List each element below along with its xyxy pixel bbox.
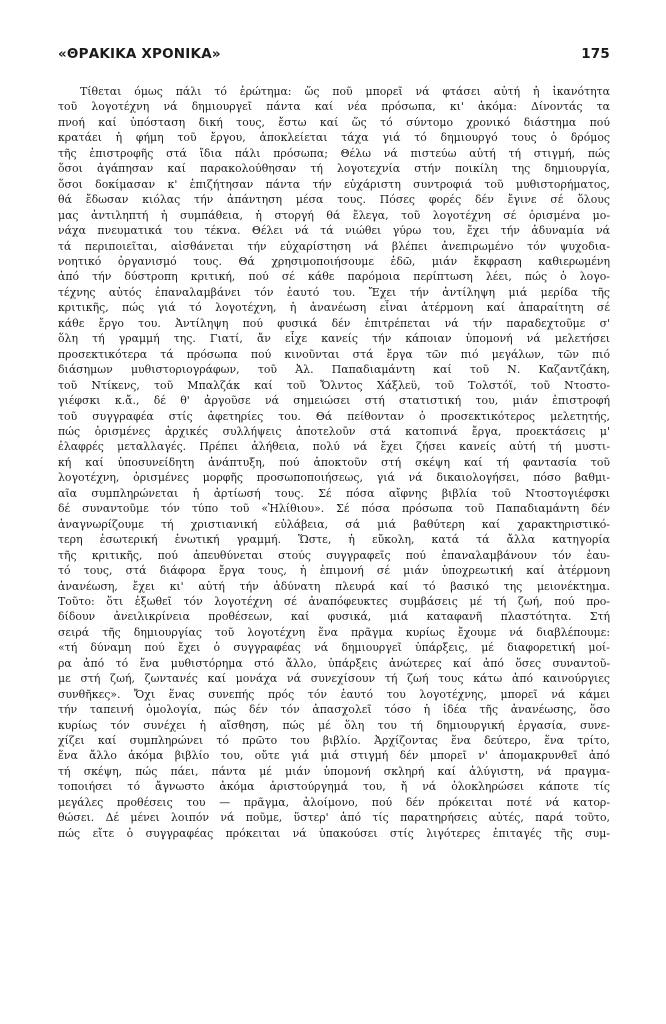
text-line: τοποιήσει τό ἄγνωστο ἀκόμα ἀριστούργημά του, ἤ νά ὁλοκληρώσει κάποτε τίς: [58, 780, 610, 794]
text-line: τήν ταπεινή ὁμολογία, πώς δέν τόν ἀπασχολεῖ τόσο ἡ ἰδέα τῆς ἀνανέωσης, ὅσο: [58, 703, 610, 717]
text-line: σειρά τῆς δημιουργίας τοῦ λογοτέχνη ἕνα πρᾶγμα κυρίως ἔχουμε νά διαβλέπουμε:: [58, 625, 610, 639]
text-line: λογοτέχνη, ὁρισμένες μορφῆς προσωποποιήσεως, γιά νά δικαιολογήσει, πόσο βαθμι-: [58, 471, 610, 485]
page-number: 175: [581, 46, 610, 62]
text-line: ὅσοι δοκίμασαν κ' ἐπιζήτησαν πάντα τήν εὐχάριστη συντροφιά τοῦ μυθιστορήματος,: [58, 177, 610, 191]
text-line: θώσει. Δέ μένει λοιπόν νά ποῦμε, ὕστερ' ἀπό τίς παρατηρήσεις αὐτές, παρά τοῦτο,: [58, 811, 610, 825]
text-line: κάθε ἔργο του. Ἀντίληψη πού φυσικά δέν ἐπιτρέπεται νά τήν παραδεχτοῦμε σ': [58, 316, 610, 330]
text-line: δίδουν ἀνειλικρίνεια προθέσεων, καί φυσικά, μιά καταφανῆ πλαστότητα. Στή: [58, 610, 610, 624]
text-line: συνθῆκες». Ὄχι ἕνας συνεπής πρός τόν ἑαυτό του λογοτέχνης, μπορεῖ νά κάμει: [58, 687, 610, 701]
text-line: τά περιποιεῖται, αἰσθάνεται τήν εὐχαρίστηση νά βλέπει ἀνεπιρωμένο τόν ψυχοδια-: [58, 239, 610, 253]
text-line: νάχα πνευματικά του τέκνα. Θέλει νά τά νιώθει γύρω του, ἔχει τήν ἀδυναμία νά: [58, 224, 610, 238]
text-line: ἀνανέωση, ἔχει κι' αὐτή τήν ἀδύνατη πλευρά καί τό βασικό της μειονέκτημα.: [58, 579, 610, 593]
running-header: [58, 46, 610, 62]
text-line: με στή ζωή, ζωντανές καί μονάχα νά συνεχίσουν τή ζωή τους κάτω ἀπό καινούργιες: [58, 672, 610, 686]
text-line: χίζει καί συμπληρώνει τό πρῶτο του βιβλίο. Ἀρχίζοντας ἕνα δεύτερο, ἕνα τρίτο,: [58, 734, 610, 748]
text-line: διάσημων μυθιστοριογράφων, τοῦ Ἀλ. Παπαδιαμάντη καί τοῦ Ν. Καζαντζάκη,: [58, 363, 610, 377]
text-line: πώς ὁρισμένες ἀρχικές συλλήψεις ἀποτελοῦν στά κατοπινά ἔργα, προεκτάσεις μ': [58, 424, 610, 438]
text-line: Τοῦτο: ὅτι ἐξωθεῖ τόν λογοτέχνη σέ ἀναπόφευκτες συμβάσεις μέ τή ζωή, πού προ-: [58, 594, 610, 608]
text-line: τοῦ συγγραφέα στίς ἀφετηρίες του. Θά πείθονταν ὁ προσεκτικότερος μελετητής,: [58, 409, 610, 423]
text-line: πνοή καί ὑπόσταση δική τους, ἔστω καί ὥς τό σύντομο χρονικό διάστημα πού: [58, 115, 610, 129]
text-line: αῖα συμπληρώνεται ἡ ἀρτίωσή τους. Σέ πόσα αἴφνης βιβλία τοῦ Ντοστογιέφσκι: [58, 486, 610, 500]
text-line: «τή δύναμη πού ἔχει ὁ συγγραφέας νά δημιουργεῖ ὑπάρξεις, μέ διαφορετική μοί-: [58, 641, 610, 655]
text-line: κριτικῆς, πώς γιά τό λογοτέχνη, ἡ ἀνανέωση εἶναι ἀτέρμονη καί ἀπαραίτητη σέ: [58, 301, 610, 315]
text-line: πώς εἴτε ὁ συγγραφέας πρόκειται νά ὑπακούσει στίς λιγότερες ἐπιταγές τῆς συμ-: [58, 826, 610, 840]
text-line: θά ἔδωσαν κιόλας τήν ἀπάντηση μέσα τους. Πόσες φορές δέν ἔγινε σέ ὅλους: [58, 193, 610, 207]
text-line: ἀπό τήν δύστροπη κριτική, πού σέ κάθε παρόμοια περίπτωση λέει, πώς ὁ λογο-: [58, 270, 610, 284]
text-line: ὅσοι ἀγάπησαν καί παρακολούθησαν τή λογοτεχνία στήν ποικίλη της δημιουργία,: [58, 162, 610, 176]
text-line: τέχνης αὐτός ἐπαναλαμβάνει τόν ἑαυτό του. Ἔχει τήν ἀντίληψη μιά μερίδα τῆς: [58, 285, 610, 299]
text-line: τῆς κριτικῆς, πού ἀπευθύνεται στούς συγγραφεῖς πού ἐπαναλαμβάνουν τόν ἑαυ-: [58, 548, 610, 562]
text-line: κυρίως τόν συνέχει ἡ αἴσθηση, πώς μέ ὅλη του τή δημιουργική ἐργασία, συνε-: [58, 718, 610, 732]
journal-title: «ΘΡΑΚΙΚΑ ΧΡΟΝΙΚΑ»: [58, 46, 221, 62]
text-line: γιέφσκι κ.ἄ., δέ θ' ἀργοῦσε νά σημειώσει στή στατιστική του, μιάν ἐπιστροφή: [58, 394, 610, 408]
text-line: κή καί ὑποσυνείδητη ἀνάπτυξη, πού ἀποκτοῦν στή σκέψη καί τή φαντασία τοῦ: [58, 455, 610, 469]
text-line: ρα ἀπό τό ἕνα μυθιστόρημα στό ἄλλο, ὑπάρξεις ἀνώτερες καί ἀπό ὅσες συναντοῦ-: [58, 656, 610, 670]
text-line: δέ συναντοῦμε τόν τύπο τοῦ «Ἠλίθιου». Σέ πόσα πρόσωπα τοῦ Παπαδιαμάντη δέν: [58, 502, 610, 516]
text-line: Τίθεται όμως πάλι τό ἐρώτημα: ὥς ποῦ μπορεῖ νά φτάσει αὐτή ἡ ἱκανότητα: [80, 85, 610, 98]
text-line: τοῦ λογοτέχνη νά δημιουργεῖ πάντα καί νέα πρόσωπα, κι' ἀκόμα: Δίνοντάς τα: [58, 100, 610, 114]
text-line: ὅλη τή γραμμή της. Γιατί, ἄν εἶχε κανείς τήν κάποιαν ὑπομονή νά μελετήσει: [58, 332, 610, 346]
text-line: τῆς ἐπιστροφῆς στά ἴδια πάλι πρόσωπα; Θέλω νά πιστεύω αὐτή τή στιγμή, πώς: [58, 146, 610, 160]
text-line: τερη ἐσωτερική ἑνωτική γραμμή. Ὥστε, ἡ εὔκολη, κατά τά ἄλλα κατηγορία: [58, 533, 610, 547]
text-line: ἀναγνωρίζουμε τή χριστιανική εὐλάβεια, σά μιά βαθύτερη καί χαρακτηριστικό-: [58, 517, 610, 531]
text-line: τό τους, στά διάφορα ἔργα τους, ἡ ἐπιμονή σέ μιάν ὑποχρεωτική καί ἀτέρμονη: [58, 564, 610, 578]
text-line: κρατάει ἡ φήμη τοῦ ἔργου, ἀποκλείεται τάχα γιά τό δημιουργό τους ὁ δρόμος: [58, 131, 610, 145]
text-line: νοητικό ὀργανισμό τους. Θά χρησιμοποιήσουμε ἐδῶ, μιάν ἔκφραση καθιερωμένη: [58, 254, 610, 268]
text-line: ἐλαφρές μεταλλαγές. Πρέπει ἀλήθεια, πολύ νά ἔχει ζήσει κανείς αὐτή τή μυστι-: [58, 440, 610, 454]
text-line: προσεκτικότερα τά πρόσωπα πού κινοῦνται στά ἔργα τῶν πιό μεγάλων, τῶν πιό: [58, 347, 610, 361]
body-paragraph: [58, 84, 610, 841]
text-line: τοῦ Ντίκενς, τοῦ Μπαλζάκ καί τοῦ Ὄλντος Χάξλεϋ, τοῦ Τολστόϊ, τοῦ Ντοστο-: [58, 378, 610, 392]
text-line: τή σκέψη, πώς πάει, πάντα μέ μιάν ὑπομονή σκληρή καί ἀλύγιστη, νά πραγμα-: [58, 764, 610, 778]
text-line: μας ἀντιληπτή ἡ συμπάθεια, ἡ στοργή θά ἔλεγα, τοῦ λογοτέχνη σέ ὁρισμένα μο-: [58, 208, 610, 222]
text-line: ἕνα ἄλλο ἀκόμα βιβλίο του, οὔτε γιά μιά στιγμή δέν μπορεῖ ν' ἀπομακρυνθεῖ ἀπό: [58, 749, 610, 763]
text-line: μεγάλες προθέσεις του — πρᾶγμα, ἀλοίμονο, πού δέν πρόκειται ποτέ νά κατορ-: [58, 795, 610, 809]
